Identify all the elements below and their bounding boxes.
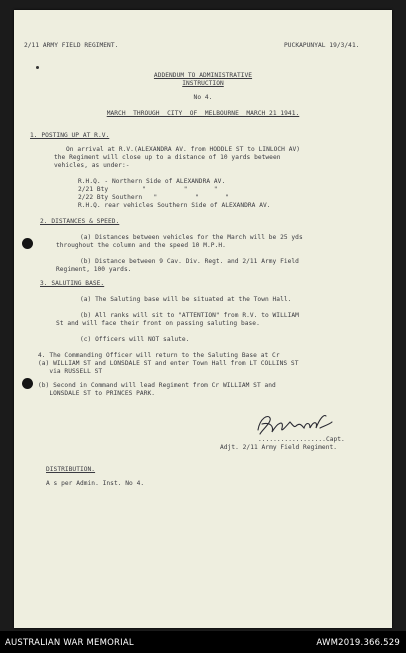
section-1-line: the Regiment will close up to a distance of 10 yards between — [54, 154, 281, 161]
place-date: PUCKAPUNYAL 19/3/41. — [284, 42, 360, 49]
section-3-b-line: St and will face their front on passing saluting base. — [56, 320, 260, 327]
archive-footer — [0, 631, 406, 653]
section-2-a-line: (a) Distances between vehicles for the March will be 25 yds — [80, 234, 303, 241]
section-4-line: 4. The Commanding Officer will return to the Saluting Base at Cr — [38, 352, 280, 359]
section-2-b-line: (b) Distance between 9 Cav. Div. Regt. and 2/11 Army Field — [80, 258, 299, 265]
section-2-heading: 2. DISTANCES & SPEED. — [40, 218, 120, 225]
section-1-line: On arrival at R.V.(ALEXANDRA AV. from HODDLE ST to LINLOCH AV) — [66, 146, 301, 153]
section-3-b-line: (b) All ranks will sit to "ATTENTION" from R.V. to WILLIAM — [80, 312, 299, 319]
accession-number: AWM2019.366.529 — [316, 638, 400, 648]
punch-hole-top — [22, 238, 33, 249]
punch-hole-bottom — [22, 378, 33, 389]
document-page — [14, 10, 392, 628]
section-1-list-item: R.H.Q. - Northern Side of ALEXANDRA AV. — [78, 178, 226, 185]
section-1-list-item: R.H.Q. rear vehicles Southern Side of ALEXANDRA AV. — [78, 202, 271, 209]
section-2-b-line: Regiment, 100 yards. — [56, 266, 132, 273]
section-1-line: vehicles, as under:- — [54, 162, 130, 169]
section-3-c: (c) Officers will NOT salute. — [80, 336, 190, 343]
title-line-2: INSTRUCTION — [182, 80, 224, 87]
section-1-heading: 1. POSTING UP AT R.V. — [30, 132, 110, 139]
section-2-a-line: throughout the column and the speed 10 M.P.H. — [56, 242, 226, 249]
signatory: Adjt. 2/11 Army Field Regiment. — [220, 444, 338, 451]
distribution-text: A s per Admin. Inst. No 4. — [46, 480, 145, 487]
archive-name: AUSTRALIAN WAR MEMORIAL — [5, 638, 134, 648]
distribution-heading: DISTRIBUTION. — [46, 466, 96, 473]
unit-name: 2/11 ARMY FIELD REGIMENT. — [24, 42, 119, 49]
section-4-line: (a) WILLIAM ST and LONSDALE ST and enter Town Hall from LT COLLINS ST — [38, 360, 299, 367]
instruction-number: No 4. — [193, 94, 213, 101]
section-4-line: via RUSSELL ST — [38, 368, 103, 375]
signature-line: ..................Capt. — [258, 436, 345, 443]
title-line-1: ADDENDUM TO ADMINISTRATIVE — [153, 72, 253, 79]
section-4-b-line: LONSDALE ST to PRINCES PARK. — [38, 390, 156, 397]
section-3-heading: 3. SALUTING BASE. — [40, 280, 105, 287]
march-title: MARCH THROUGH CITY OF MELBOURNE MARCH 21 1941. — [106, 110, 300, 117]
section-1-list-item: 2/21 Bty " " " — [78, 186, 218, 193]
ink-mark — [36, 66, 39, 69]
section-1-list-item: 2/22 Bty Southern " " " — [78, 194, 230, 201]
section-3-a: (a) The Saluting base will be situated at the Town Hall. — [80, 296, 292, 303]
section-4-b-line: (b) Second in Command will lead Regiment from Cr WILLIAM ST and — [38, 382, 276, 389]
